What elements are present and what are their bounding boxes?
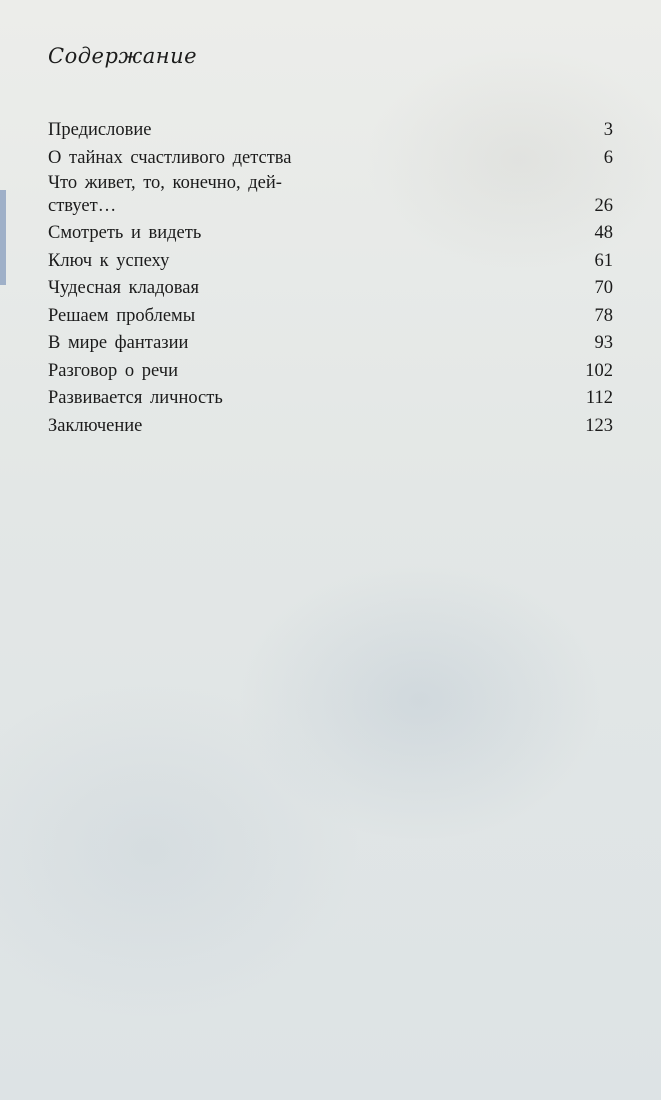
toc-entry (48, 275, 613, 303)
toc-entry (48, 117, 613, 145)
toc-entry (48, 145, 613, 173)
toc-entry-title: Заключение (48, 415, 143, 436)
toc-entry-page: 48 (594, 223, 613, 243)
toc-entry (48, 413, 613, 441)
toc-entry-page: 102 (585, 360, 613, 381)
toc-entry (48, 172, 613, 220)
page-edge-mark (0, 190, 6, 285)
toc-entry (48, 220, 613, 248)
toc-entry-title: В мире фантазии (48, 333, 189, 353)
toc-entry-title: Решаем проблемы (48, 305, 196, 326)
toc-entry-title: Что живет, то, конечно, дей-ствует… (48, 173, 282, 216)
toc-entry-title: Развивается личность (48, 388, 223, 408)
toc-entry-page: 3 (603, 120, 613, 140)
toc-entry-page: 70 (594, 278, 613, 298)
toc-entry (48, 385, 613, 413)
toc-entry (48, 303, 613, 331)
toc-entry-page: 93 (594, 333, 613, 353)
toc-entry-page: 6 (603, 147, 613, 168)
toc-entry-title: О тайнах счастливого детства (48, 147, 292, 168)
toc-entry-page: 26 (594, 196, 613, 216)
toc-entry-page: 61 (594, 250, 613, 271)
toc-entry-title: Предисловие (48, 120, 152, 140)
toc-entry-title: Смотреть и видеть (48, 223, 202, 243)
toc-list (48, 117, 613, 440)
toc-title: Содержание (48, 44, 198, 68)
toc-entry-page: 78 (594, 305, 613, 326)
toc-entry-page: 123 (585, 415, 613, 436)
toc-entry-title: Разговор о речи (48, 360, 178, 381)
toc-entry-title: Ключ к успеху (48, 250, 170, 271)
toc-entry (48, 248, 613, 276)
toc-entry-page: 112 (585, 388, 613, 408)
toc-entry (48, 358, 613, 386)
toc-entry (48, 330, 613, 358)
toc-entry-title: Чудесная кладовая (48, 278, 199, 298)
